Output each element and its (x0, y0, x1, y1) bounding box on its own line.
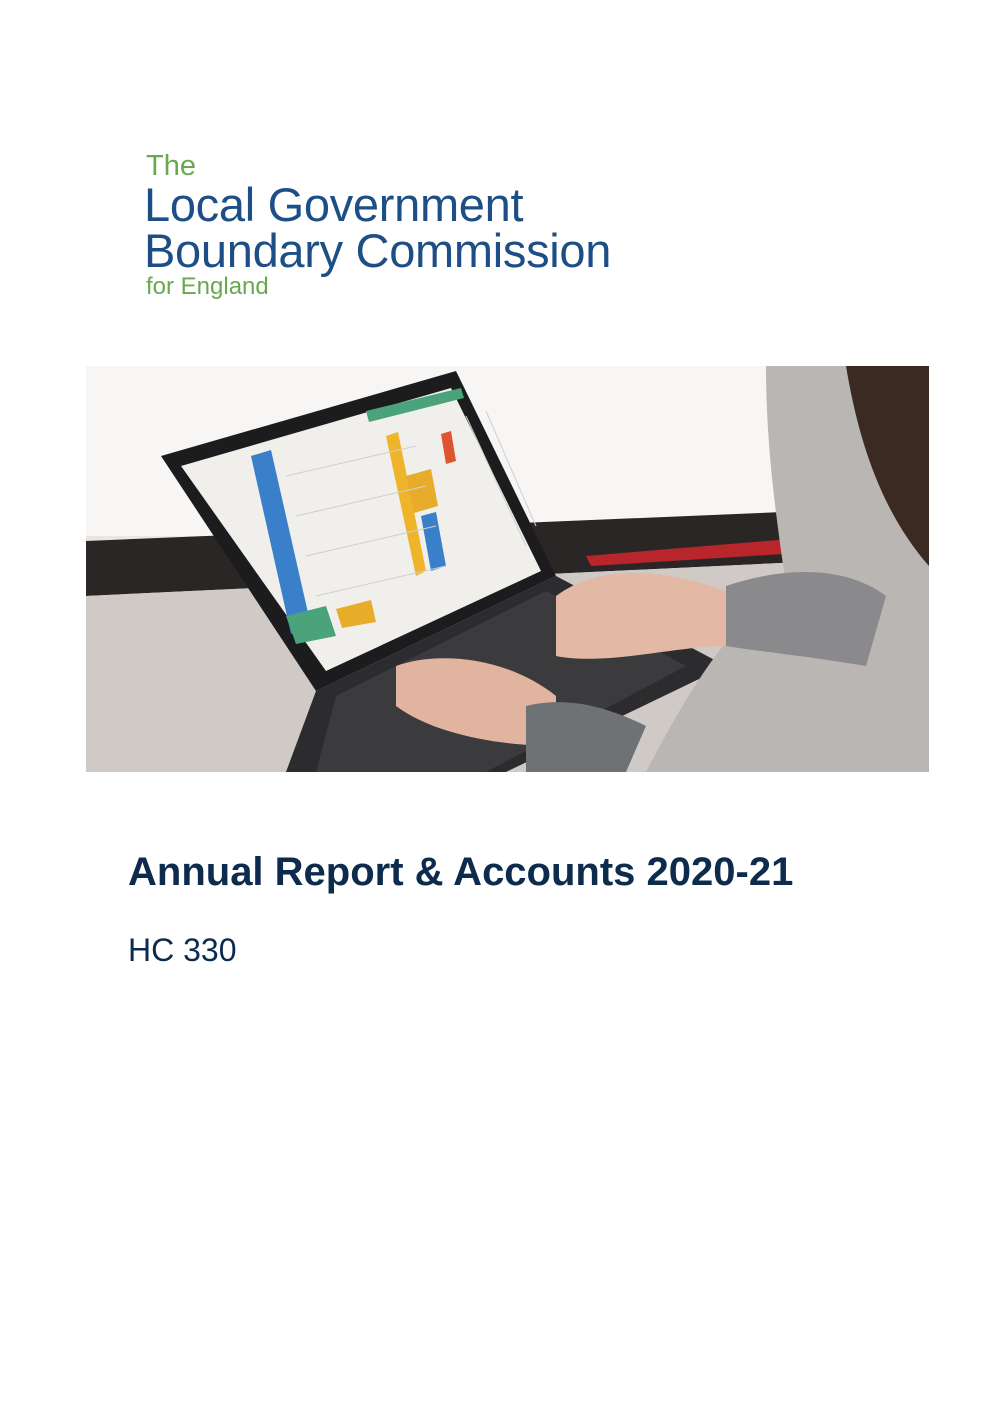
logo-line-boundary-commission: Boundary Commission (144, 224, 612, 277)
logo-line-the: The (146, 150, 196, 182)
cover-photo (86, 366, 929, 772)
report-title: Annual Report & Accounts 2020-21 (128, 850, 794, 894)
report-reference: HC 330 (128, 932, 237, 968)
laptop-map-photo-icon (86, 366, 929, 772)
logo-line-for-england: for England (146, 273, 269, 300)
logo-line-local-government: Local Government (144, 178, 524, 231)
